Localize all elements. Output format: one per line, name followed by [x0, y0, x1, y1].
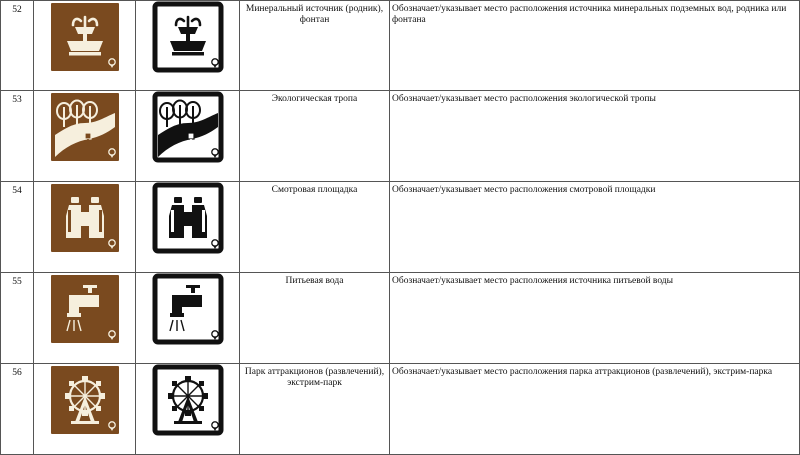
table-row	[1, 182, 800, 273]
ferris-wheel-icon	[49, 364, 121, 436]
bw-sign-cell	[136, 91, 240, 182]
sign-description: Обозначает/указывает место расположения экологической тропы	[390, 91, 800, 182]
eco-trail-icon	[152, 91, 224, 163]
binoculars-icon	[49, 182, 121, 254]
sign-name: Смотровая площадка	[240, 182, 390, 273]
bw-sign-cell	[136, 1, 240, 91]
brown-sign-cell	[34, 364, 136, 455]
bw-sign-cell	[136, 182, 240, 273]
table-row	[1, 273, 800, 364]
sign-description: Обозначает/указывает место расположения источника питьевой воды	[390, 273, 800, 364]
table-row	[1, 364, 800, 455]
fountain-icon	[49, 1, 121, 73]
row-number: 54	[1, 182, 34, 273]
bw-sign-cell	[136, 364, 240, 455]
row-number: 52	[1, 1, 34, 91]
water-tap-icon	[49, 273, 121, 345]
row-number: 56	[1, 364, 34, 455]
eco-trail-icon	[49, 91, 121, 163]
ferris-wheel-icon	[152, 364, 224, 436]
sign-name: Парк аттракционов (развлечений), экстрим-парк	[240, 364, 390, 455]
brown-sign-cell	[34, 1, 136, 91]
bw-sign-cell	[136, 273, 240, 364]
sign-description: Обозначает/указывает место расположения смотровой площадки	[390, 182, 800, 273]
sign-name: Питьевая вода	[240, 273, 390, 364]
sign-name: Минеральный источник (родник), фонтан	[240, 1, 390, 91]
fountain-icon	[152, 1, 224, 73]
brown-sign-cell	[34, 273, 136, 364]
row-number: 53	[1, 91, 34, 182]
table-row	[1, 91, 800, 182]
sign-description: Обозначает/указывает место расположения источника минеральных подземных вод, родника или фонтана	[390, 1, 800, 91]
binoculars-icon	[152, 182, 224, 254]
table-row	[1, 1, 800, 91]
water-tap-icon	[152, 273, 224, 345]
brown-sign-cell	[34, 91, 136, 182]
sign-description: Обозначает/указывает место расположения парка аттракционов (развлечений), экстрим-парка	[390, 364, 800, 455]
row-number: 55	[1, 273, 34, 364]
sign-name: Экологическая тропа	[240, 91, 390, 182]
brown-sign-cell	[34, 182, 136, 273]
